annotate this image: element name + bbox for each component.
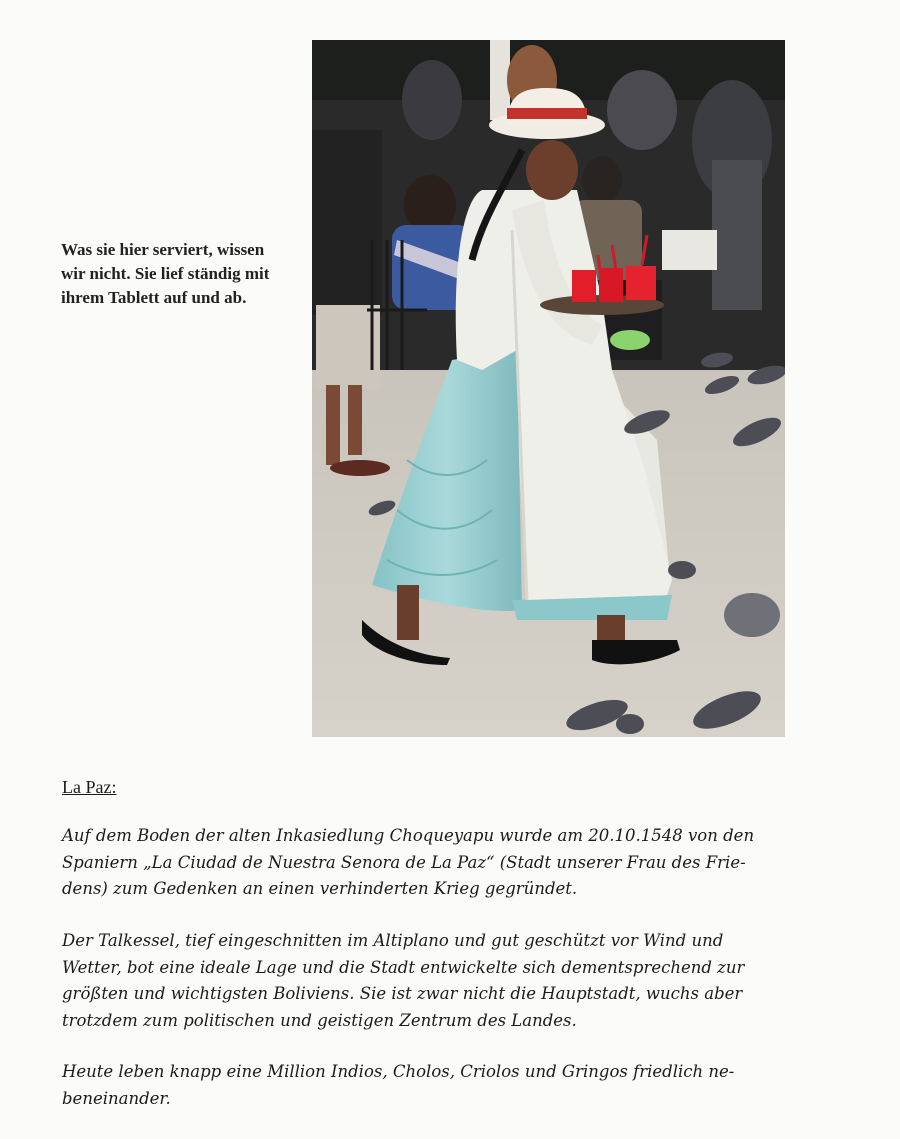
- paragraph-line: Der Talkessel, tief eingeschnitten im Altiplano und gut geschützt vor Wind und: [62, 931, 724, 950]
- street-photo: [312, 40, 785, 737]
- paragraph-history: [62, 823, 772, 903]
- paragraph-geography: [62, 928, 772, 1034]
- section-heading: La Paz:: [62, 777, 117, 797]
- paragraph-line: Wetter, bot eine ideale Lage und die Stadt entwickelte sich dementsprechend zur: [62, 957, 745, 977]
- paragraph-line: Auf dem Boden der alten Inkasiedlung Choqueyapu wurde am 20.10.1548 von den: [62, 826, 755, 845]
- paragraph-line: Spaniern „La Ciudad de Nuestra Senora de La Paz“ (Stadt unserer Frau des Frie-: [62, 852, 746, 872]
- caption-line: Was sie hier serviert, wissen: [61, 240, 265, 259]
- photo-caption: [61, 238, 321, 310]
- paragraph-line: trotzdem zum politischen und geistigen Zentrum des Landes.: [62, 1010, 577, 1030]
- paragraph-line: beneinander.: [62, 1088, 171, 1108]
- paragraph-population: [62, 1059, 772, 1112]
- paragraph-line: größten und wichtigsten Boliviens. Sie ist zwar nicht die Hauptstadt, wuchs aber: [62, 984, 743, 1003]
- paragraph-line: dens) zum Gedenken an einen verhinderten Krieg gegründet.: [62, 879, 578, 898]
- paragraph-line: Heute leben knapp eine Million Indios, Cholos, Criolos und Gringos friedlich ne-: [62, 1062, 735, 1081]
- caption-line: ihrem Tablett auf und ab.: [61, 288, 247, 307]
- caption-line: wir nicht. Sie lief ständig mit: [61, 264, 270, 283]
